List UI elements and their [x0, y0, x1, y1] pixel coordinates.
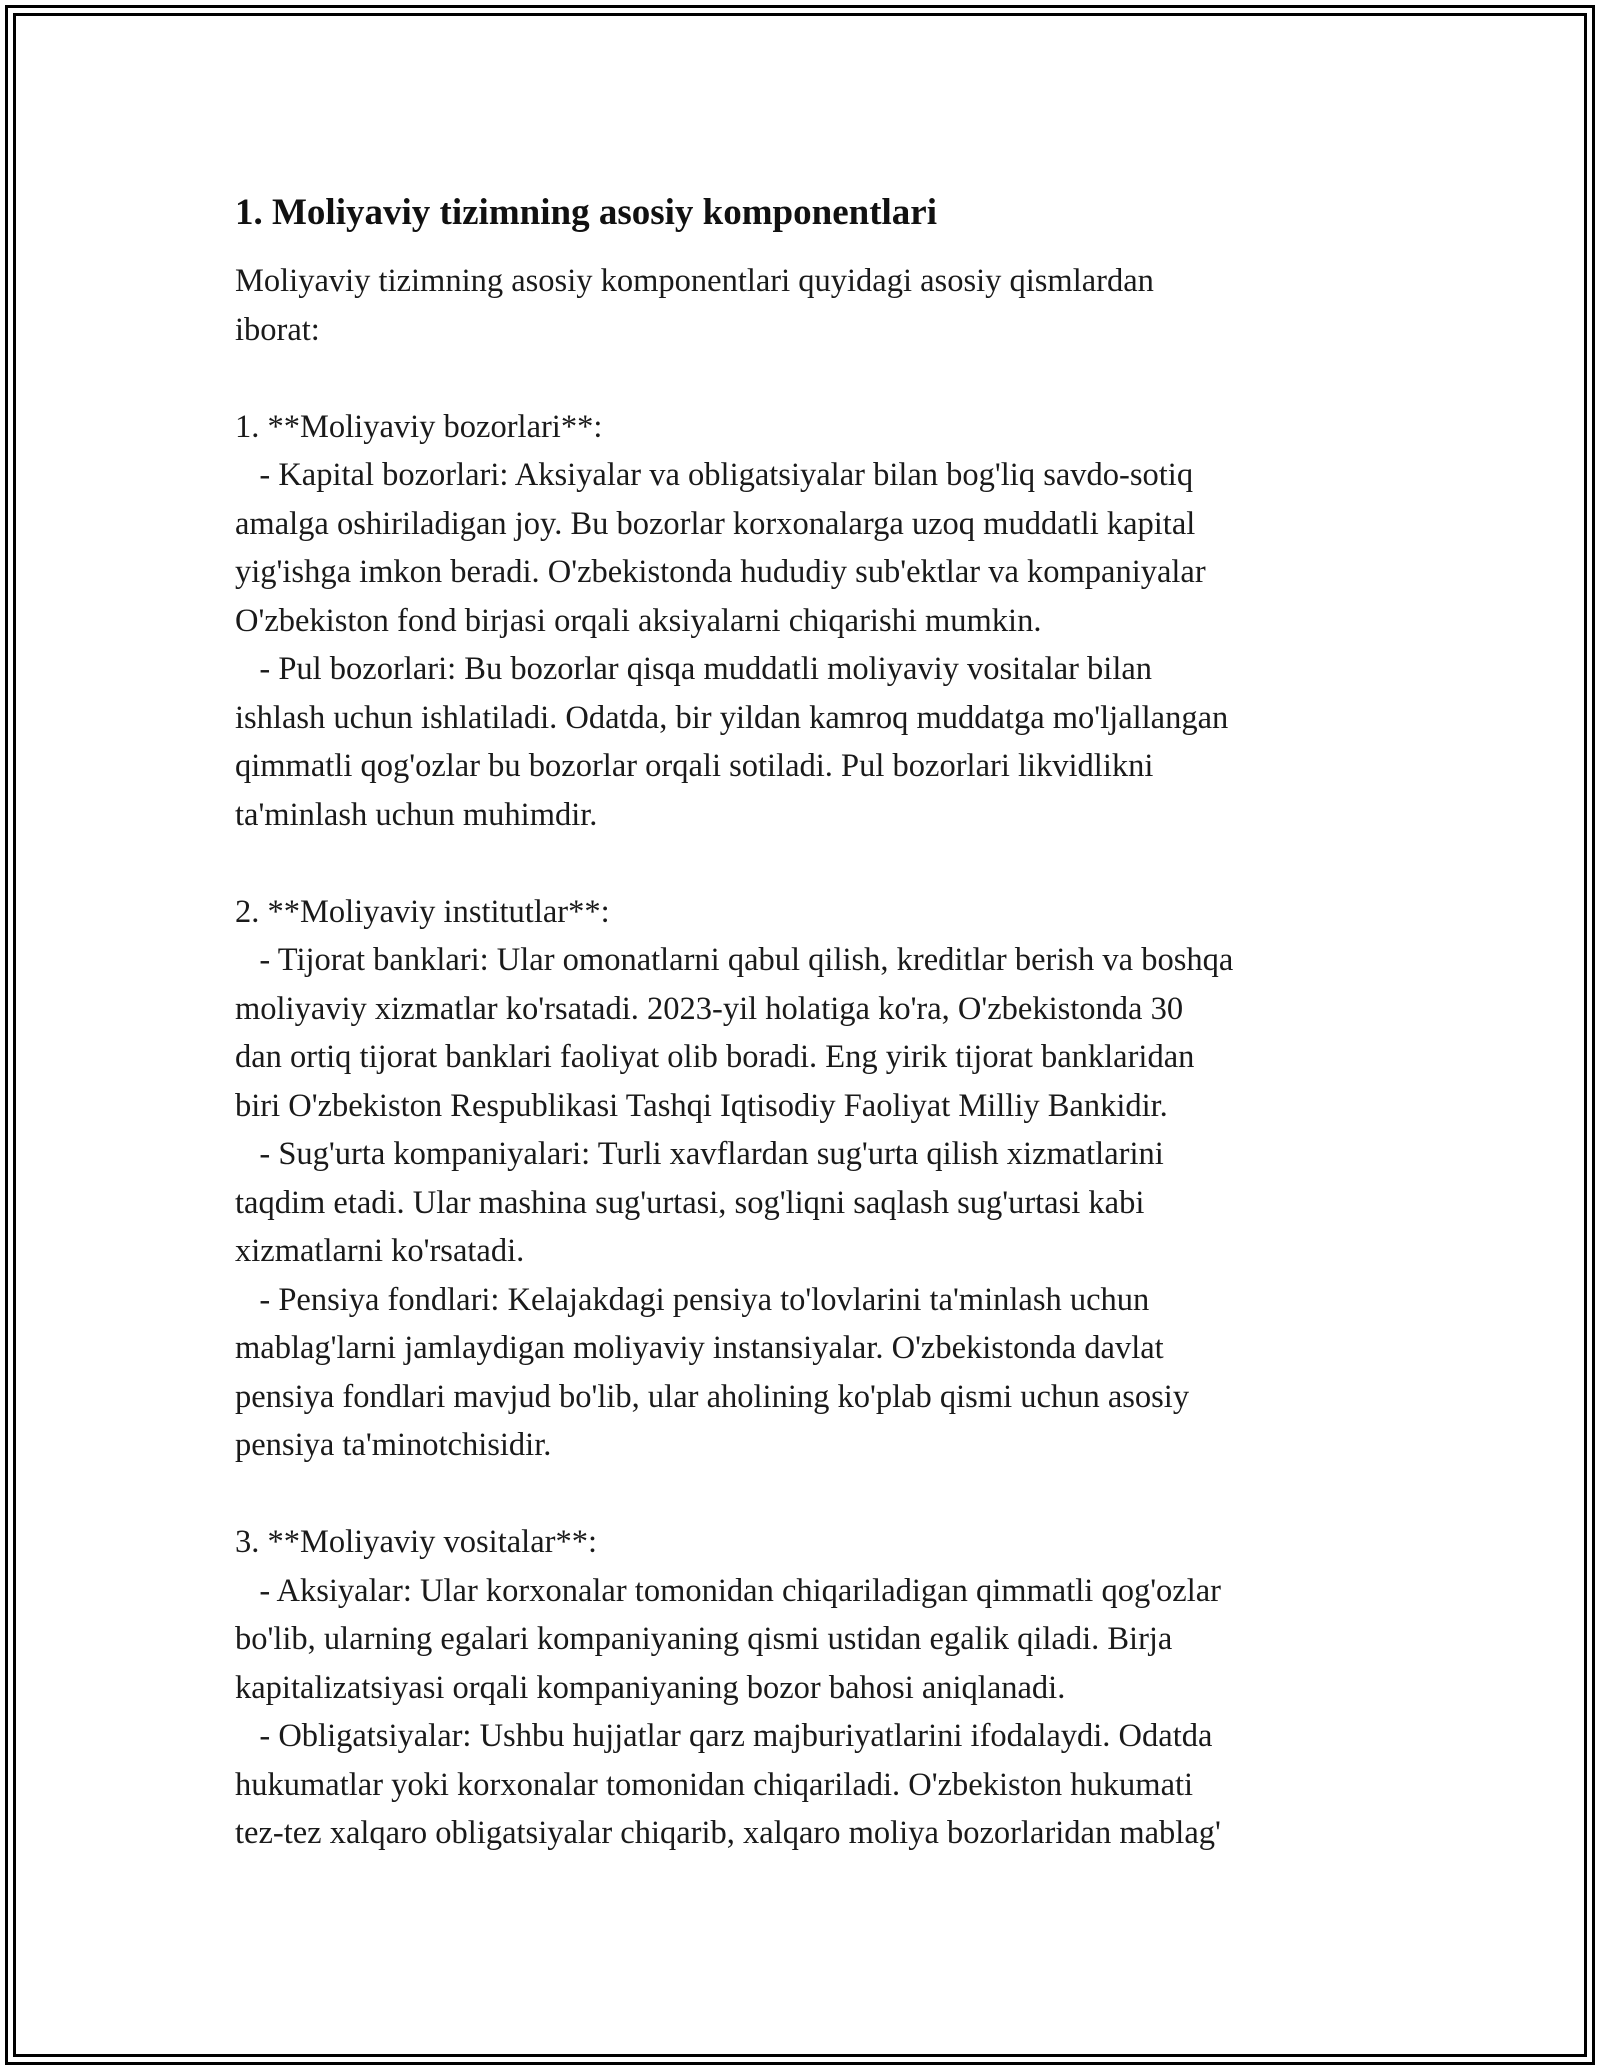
text-line: O'zbekiston fond birjasi orqali aksiyalarni chiqarishi mumkin.	[235, 602, 1042, 639]
text-line: kapitalizatsiyasi orqali kompaniyaning bozor bahosi aniqlanadi.	[235, 1669, 1066, 1706]
text-line: moliyaviy xizmatlar ko'rsatadi. 2023-yil holatiga ko'ra, O'zbekistonda 30	[235, 990, 1184, 1027]
text-line: yig'ishga imkon beradi. O'zbekistonda hududiy sub'ektlar va kompaniyalar	[235, 554, 1206, 590]
text-line: - Pensiya fondlari: Kelajakdagi pensiya to'lovlarini ta'minlash uchun	[235, 1281, 1150, 1318]
text-line: pensiya fondlari mavjud bo'lib, ular aholining ko'plab qismi uchun asosiy	[235, 1378, 1190, 1415]
text-line: pensiya ta'minotchisidir.	[235, 1427, 552, 1463]
text-line: dan ortiq tijorat banklari faoliyat olib boradi. Eng yirik tijorat banklaridan	[235, 1039, 1195, 1075]
text-line: - Tijorat banklari: Ular omonatlarni qabul qilish, kreditlar berish va boshqa	[235, 942, 1234, 978]
text-line: - Aksiyalar: Ular korxonalar tomonidan chiqariladigan qimmatli qog'ozlar	[235, 1572, 1221, 1609]
text-line: 2. **Moliyaviy institutlar**:	[235, 893, 610, 930]
text-line: 1. **Moliyaviy bozorlari**:	[235, 408, 603, 445]
text-line: taqdim etadi. Ular mashina sug'urtasi, sog'liqni saqlash sug'urtasi kabi	[235, 1184, 1145, 1221]
text-line	[235, 839, 1395, 888]
text-line	[235, 1470, 1395, 1519]
document-content	[235, 187, 1395, 1858]
text-line: xizmatlarni ko'rsatadi.	[235, 1233, 525, 1269]
text-line: iborat:	[235, 311, 320, 348]
text-line: bo'lib, ularning egalari kompaniyaning qismi ustidan egalik qiladi. Birja	[235, 1621, 1173, 1657]
text-line: amalga oshiriladigan joy. Bu bozorlar korxonalarga uzoq muddatli kapital	[235, 505, 1196, 542]
text-line: qimmatli qog'ozlar bu bozorlar orqali sotiladi. Pul bozorlari likvidlikni	[235, 748, 1154, 784]
text-line: - Pul bozorlari: Bu bozorlar qisqa muddatli moliyaviy vositalar bilan	[235, 651, 1153, 687]
text-line: mablag'larni jamlaydigan moliyaviy instansiyalar. O'zbekistonda davlat	[235, 1330, 1164, 1366]
text-line: biri O'zbekiston Respublikasi Tashqi Iqtisodiy Faoliyat Milliy Bankidir.	[235, 1087, 1168, 1124]
text-line	[235, 354, 1395, 403]
text-line: hukumatlar yoki korxonalar tomonidan chiqariladi. O'zbekiston hukumati	[235, 1766, 1194, 1803]
body-text	[235, 257, 1395, 1858]
text-line: ta'minlash uchun muhimdir.	[235, 796, 598, 833]
text-line: - Sug'urta kompaniyalari: Turli xavflardan sug'urta qilish xizmatlarini	[235, 1136, 1164, 1172]
text-line: - Obligatsiyalar: Ushbu hujjatlar qarz majburiyatlarini ifodalaydi. Odatda	[235, 1718, 1213, 1754]
text-line: Moliyaviy tizimning asosiy komponentlari quyidagi asosiy qismlardan	[235, 263, 1154, 299]
section-heading: 1. Moliyaviy tizimning asosiy komponentlari	[235, 192, 938, 233]
text-line: - Kapital bozorlari: Aksiyalar va obligatsiyalar bilan bog'liq savdo-sotiq	[235, 457, 1194, 493]
text-line: ishlash uchun ishlatiladi. Odatda, bir yildan kamroq muddatga mo'ljallangan	[235, 699, 1229, 736]
text-line: 3. **Moliyaviy vositalar**:	[235, 1524, 597, 1560]
text-line: tez-tez xalqaro obligatsiyalar chiqarib, xalqaro moliya bozorlaridan mablag'	[235, 1815, 1221, 1851]
